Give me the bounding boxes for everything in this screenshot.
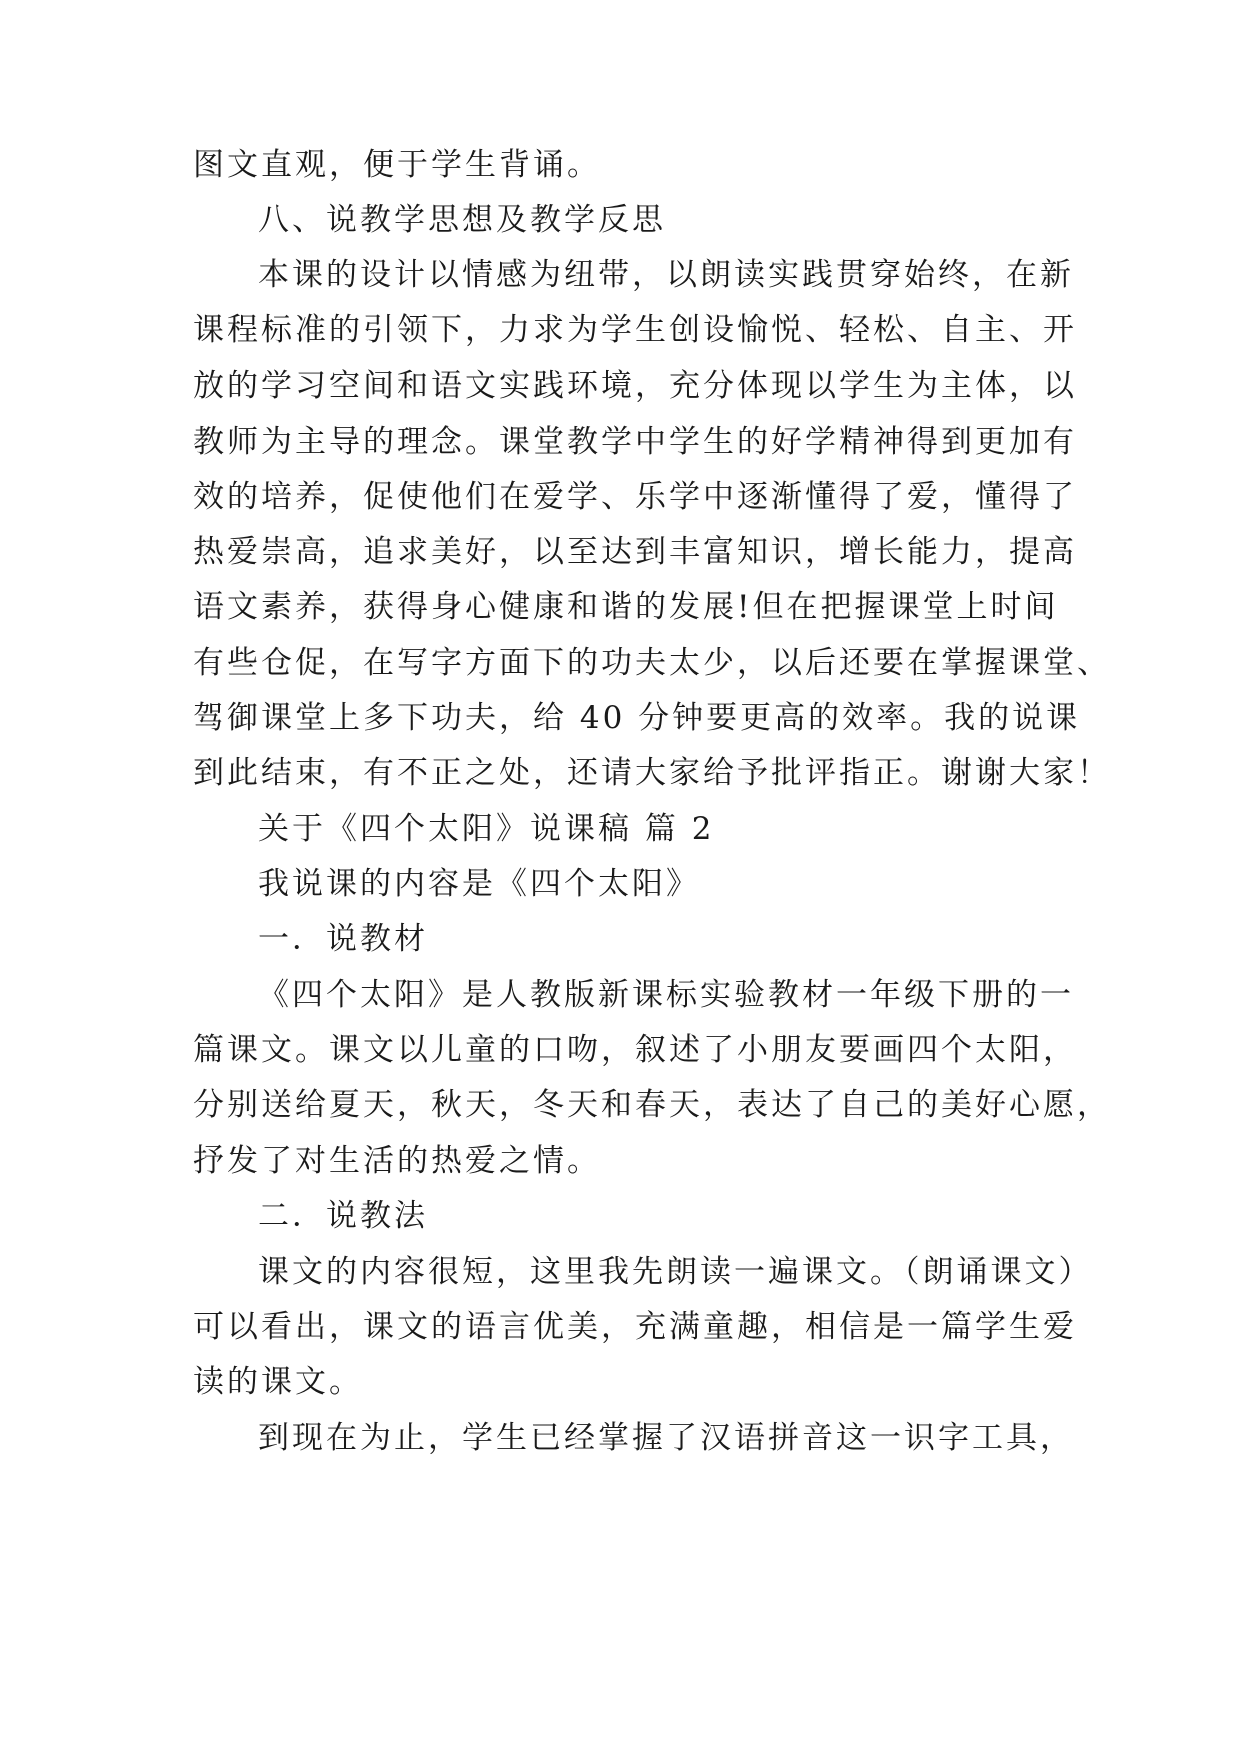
text-line: 篇课文。课文以儿童的口吻，叙述了小朋友要画四个太阳， xyxy=(193,1032,1077,1068)
text-line: 驾御课堂上多下功夫，给 40 分钟要更高的效率。我的说课 xyxy=(193,700,1081,736)
text-line: 本课的设计以情感为纽带，以朗读实践贯穿始终，在新 xyxy=(258,257,1074,293)
text-line: 可以看出，课文的语言优美，充满童趣，相信是一篇学生爱 xyxy=(193,1309,1077,1345)
text-line: 热爱崇高，追求美好，以至达到丰富知识，增长能力，提高 xyxy=(193,534,1077,570)
text-line: 效的培养，促使他们在爱学、乐学中逐渐懂得了爱，懂得了 xyxy=(193,479,1077,515)
text-line: 分别送给夏天，秋天，冬天和春天，表达了自己的美好心愿， xyxy=(193,1087,1111,1123)
text-line: 课文的内容很短，这里我先朗读一遍课文。（朗诵课文） xyxy=(258,1254,1093,1290)
text-line: 到此结束，有不正之处，还请大家给予批评指正。谢谢大家！ xyxy=(193,755,1111,791)
text-line: 到现在为止，学生已经掌握了汉语拼音这一识字工具， xyxy=(258,1420,1074,1456)
section-heading: 二．说教法 xyxy=(258,1198,428,1234)
text-line: 教师为主导的理念。课堂教学中学生的好学精神得到更加有 xyxy=(193,424,1077,460)
text-line: 图文直观，便于学生背诵。 xyxy=(193,147,601,183)
text-line: 读的课文。 xyxy=(193,1364,363,1400)
text-line: 《四个太阳》是人教版新课标实验教材一年级下册的一 xyxy=(258,977,1074,1013)
section-heading: 八、说教学思想及教学反思 xyxy=(258,202,666,238)
text-line: 放的学习空间和语文实践环境，充分体现以学生为主体，以 xyxy=(193,368,1077,404)
text-line: 抒发了对生活的热爱之情。 xyxy=(193,1143,601,1179)
text-line: 有些仓促，在写字方面下的功夫太少，以后还要在掌握课堂、 xyxy=(193,645,1111,681)
text-line: 我说课的内容是《四个太阳》 xyxy=(258,866,700,902)
section-heading: 一．说教材 xyxy=(258,921,428,957)
text-line: 课程标准的引领下，力求为学生创设愉悦、轻松、自主、开 xyxy=(193,312,1077,348)
article-title: 关于《四个太阳》说课稿 篇 2 xyxy=(258,811,715,847)
text-line: 语文素养，获得身心健康和谐的发展!但在把握课堂上时间 xyxy=(193,589,1059,625)
